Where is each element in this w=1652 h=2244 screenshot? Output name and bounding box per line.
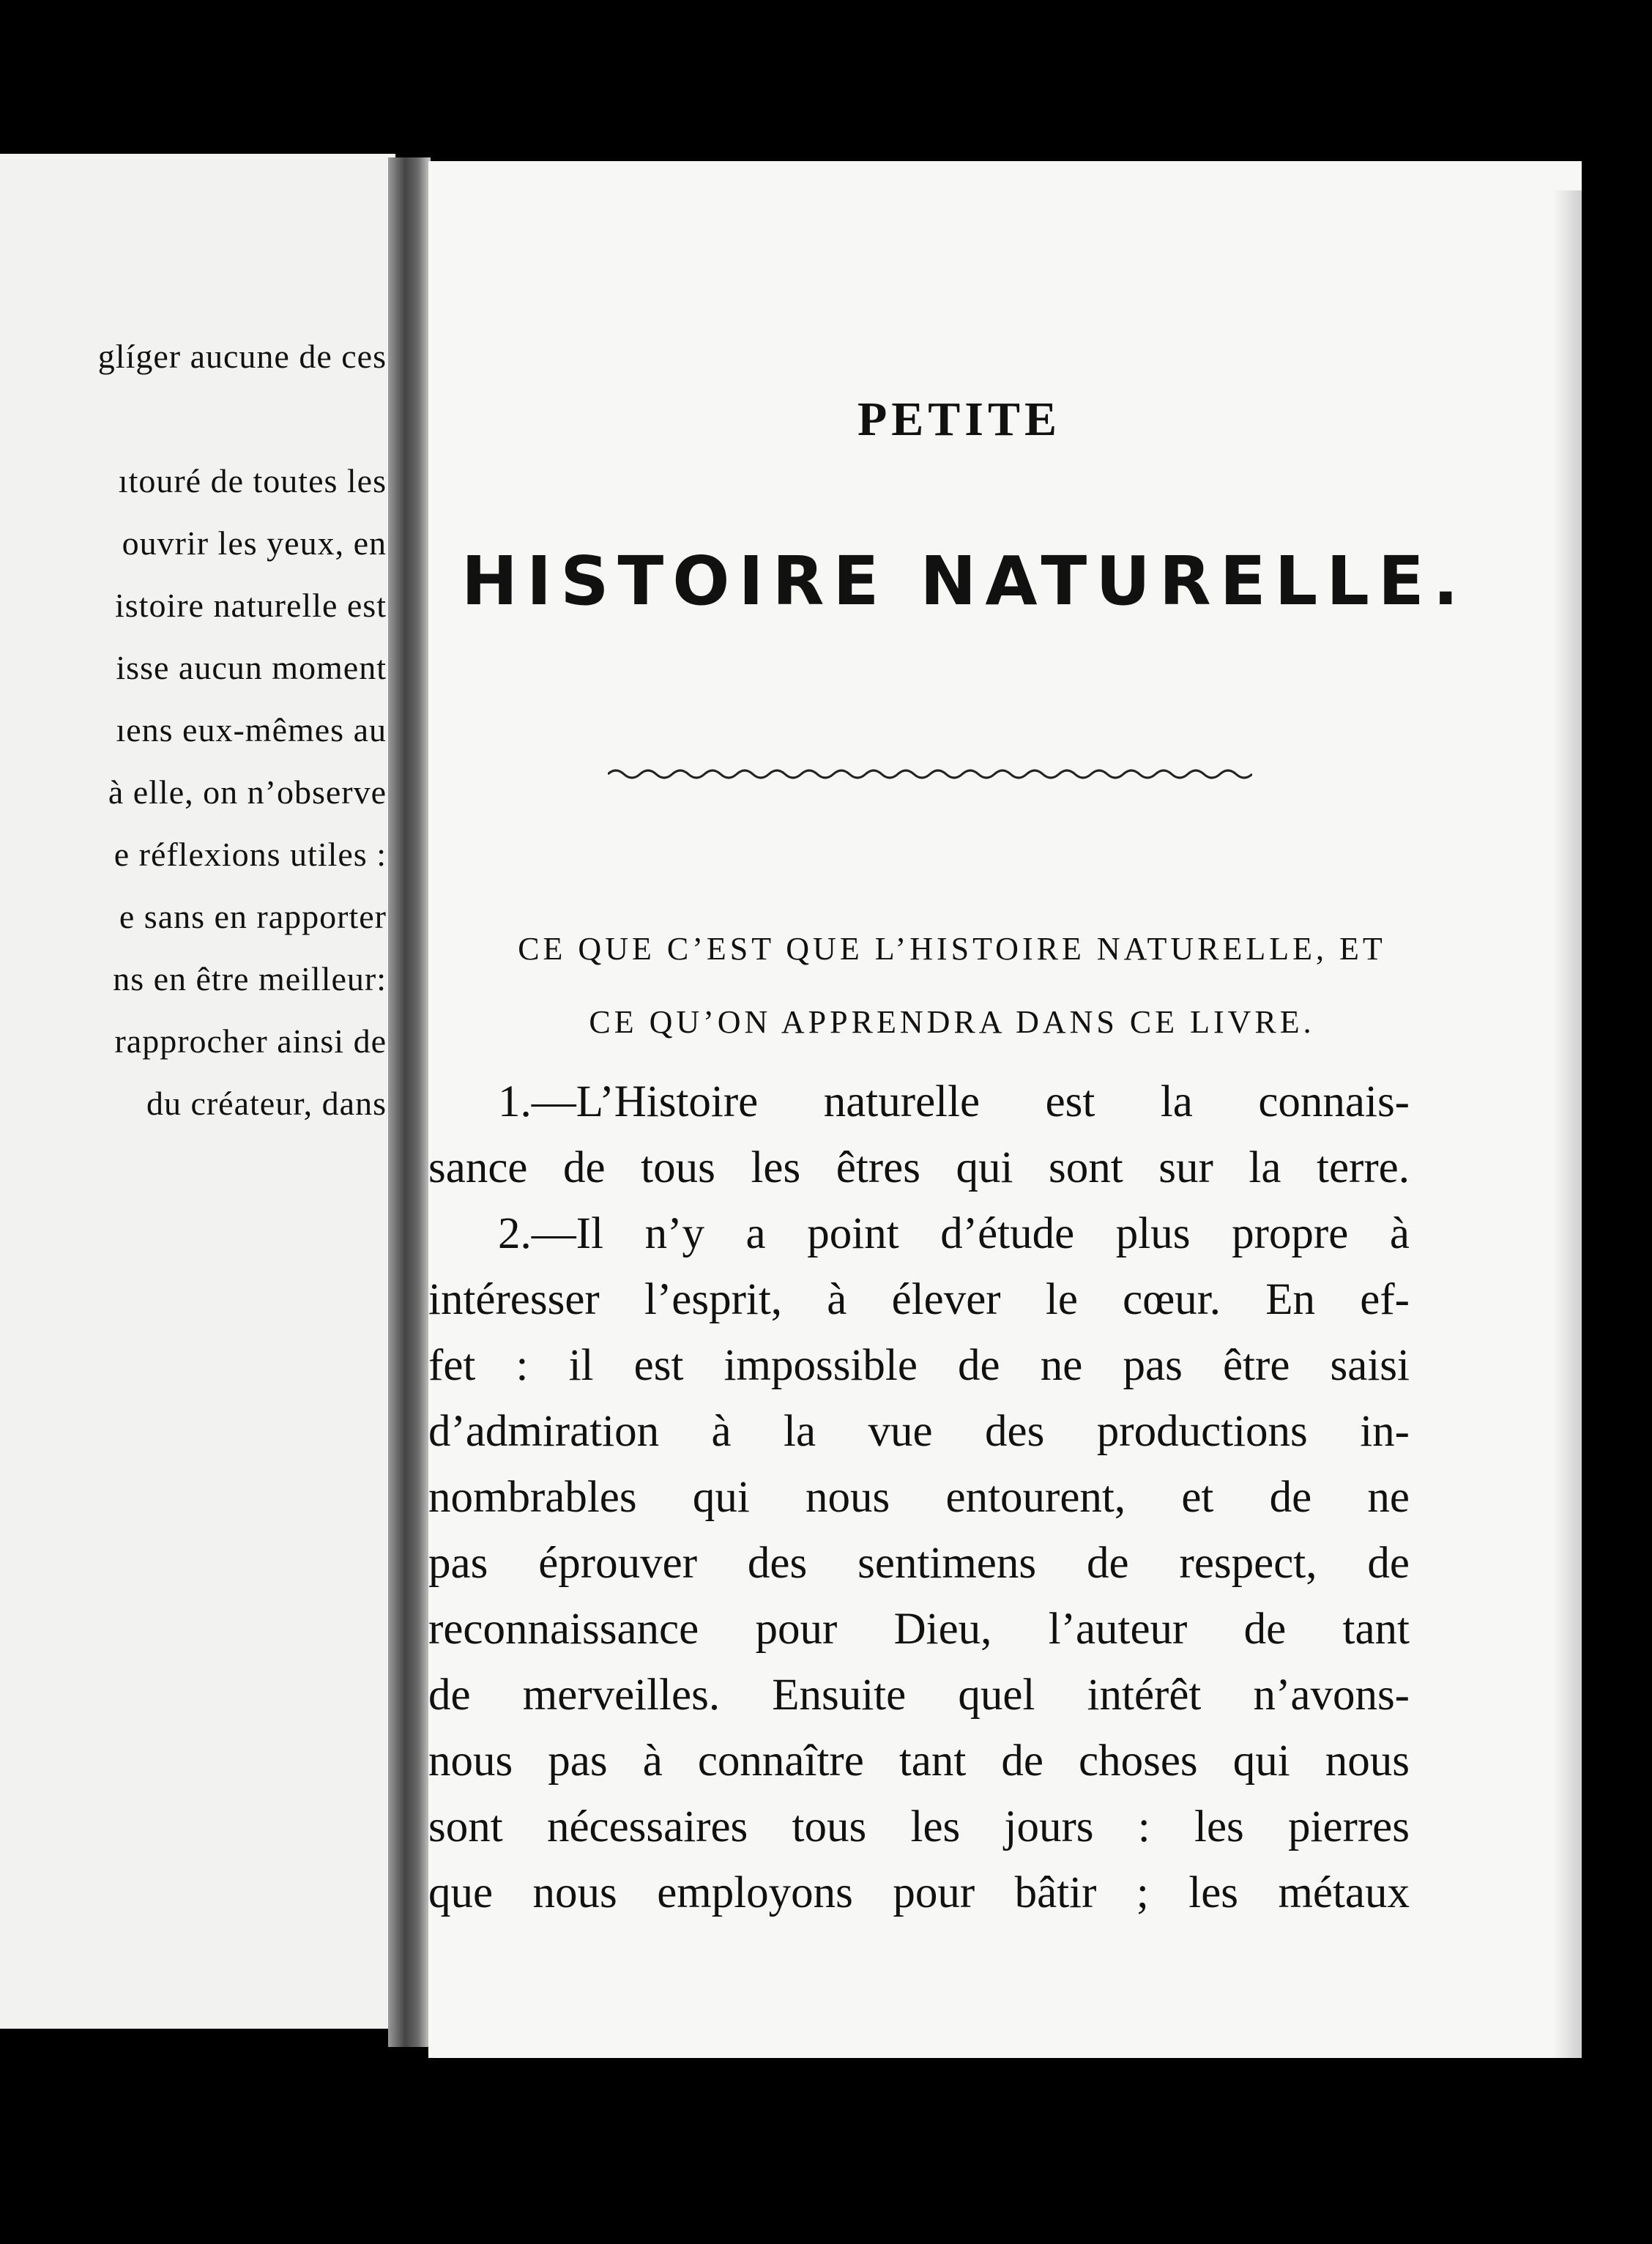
body-line: de merveilles. Ensuite quel intérêt n’avons- (428, 1671, 1410, 1720)
body-line: nous pas à connaître tant de choses qui nous (428, 1736, 1410, 1786)
left-page-line: istoire naturelle est (115, 587, 387, 624)
body-line: sont nécessaires tous les jours : les pierres (428, 1802, 1410, 1851)
body-line: nombrables qui nous entourent, et de ne (428, 1473, 1410, 1522)
left-page-line: du créateur, dans (146, 1085, 387, 1122)
title-small: PETITE (857, 393, 1062, 446)
body-line: fet : il est impossible de ne pas être saisi (428, 1341, 1410, 1390)
left-page-line: glíger aucune de ces (97, 338, 387, 375)
left-page (0, 154, 395, 2029)
body-line: que nous employons pour bâtir ; les métaux (428, 1868, 1410, 1917)
left-page-line: rapprocher ainsi de (114, 1022, 387, 1060)
body-line: reconnaissance pour Dieu, l’auteur de tant (428, 1605, 1410, 1654)
body-line: 1.—L’Histoire naturelle est la connais- (498, 1077, 1410, 1126)
body-line: intéresser l’esprit, à élever le cœur. En ef- (428, 1275, 1410, 1324)
left-page-line: isse aucun moment (116, 649, 387, 686)
left-page-line: ıtouré de toutes les (118, 462, 387, 499)
left-page-line: e réflexions utiles : (114, 836, 387, 873)
body-line: d’admiration à la vue des productions in- (428, 1407, 1410, 1456)
body-line: 2.—Il n’y a point d’étude plus propre à (498, 1209, 1410, 1258)
left-page-line: ns en être meilleur: (113, 960, 387, 997)
left-page-line: ouvrir les yeux, en (122, 524, 387, 562)
section-heading-line: CE QU’ON APPRENDRA DANS CE LIVRE. (589, 1004, 1315, 1040)
left-page-line: à elle, on n’observe (108, 773, 387, 811)
left-page-line: e sans en rapporter (119, 898, 387, 935)
title-main: HISTOIRE NATURELLE. (461, 542, 1467, 620)
body-line: sance de tous les êtres qui sont sur la terre. (428, 1143, 1410, 1192)
body-line: pas éprouver des sentimens de respect, de (428, 1539, 1410, 1588)
book-gutter (388, 157, 431, 2047)
decorative-wavy-rule (608, 765, 1252, 783)
left-page-line: ıens eux-mêmes au (116, 711, 387, 748)
page-edge-shadow (1552, 190, 1582, 2058)
section-heading-line: CE QUE C’EST QUE L’HISTOIRE NATURELLE, ET (518, 931, 1386, 967)
